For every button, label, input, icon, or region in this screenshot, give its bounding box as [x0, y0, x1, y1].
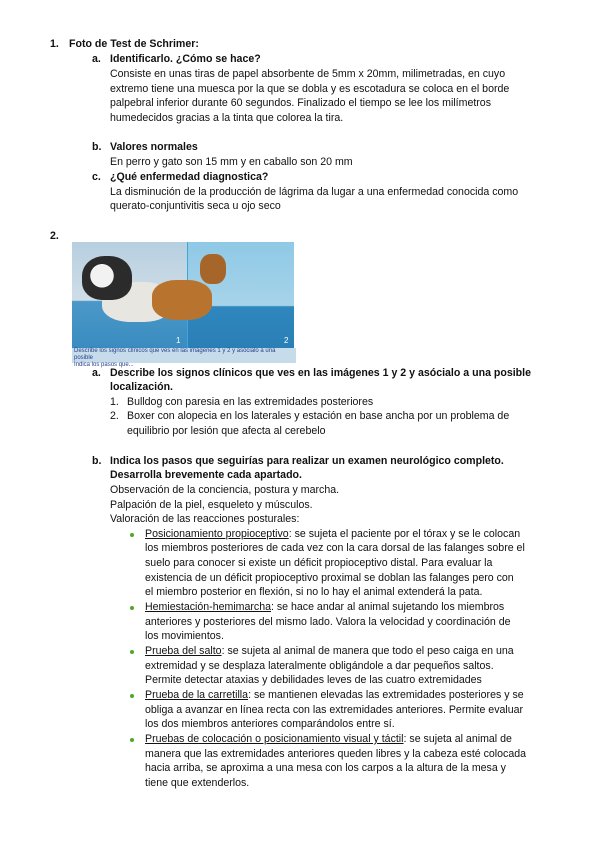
photo-caption-line: Indica los pasos que...: [74, 362, 134, 368]
bullet-first-line: [145, 644, 514, 659]
bullet-first-line: [145, 600, 504, 615]
bullet-term: Prueba del salto: [145, 645, 222, 657]
bullet-term: Hemiestación-hemimarcha: [145, 601, 271, 613]
bullet-line: anteriores y posteriores del mismo lado. Valora la velocidad y coordinación de: [145, 616, 511, 628]
q1a-question: Identificarlo. ¿Cómo se hace?: [110, 53, 261, 65]
bullet-text: : se sujeta al animal de: [403, 733, 512, 745]
bullet-marker: [130, 694, 134, 698]
bullet-line: los movimientos.: [145, 630, 224, 642]
boxer-body-shape: [152, 280, 212, 320]
panel-1-label: 1: [176, 336, 181, 345]
bullet-marker: [130, 606, 134, 610]
q2a-item-line: Boxer con alopecia en los laterales y estación en base ancha por un problema de: [127, 410, 510, 422]
photo-caption-line: Describe los signos clínicos que ves en las imágenes 1 y 2 y asócialo a una posible: [74, 348, 276, 361]
photo-caption: [72, 348, 296, 368]
q1-title: Foto de Test de Schrimer:: [69, 38, 199, 50]
bullet-line: tiene que extenderlos.: [145, 777, 250, 789]
bullet-line: los miembros posteriores de cada vez con la cara dorsal de las falanges sobre el: [145, 542, 525, 554]
q2b-question-line: Desarrolla brevemente cada apartado.: [110, 469, 302, 481]
panel-2-label: 2: [284, 336, 289, 345]
boxer-head-shape: [200, 254, 226, 284]
q1a-line: palpebral inferior durante 60 segundos. Finalizado el tiempo se lee los milímetros: [110, 97, 491, 109]
q2a-question-line: Describe los signos clínicos que ves en las imágenes 1 y 2 y asócialo a una posible: [110, 367, 531, 379]
q1a-letter: a.: [92, 53, 101, 65]
bulldog-head-shape: [82, 256, 132, 300]
bullet-term: Posicionamiento propioceptivo: [145, 528, 289, 540]
q1c-line: La disminución de la producción de lágrima da lugar a una enfermedad conocida como: [110, 186, 519, 198]
q2b-intro-line: Palpación de la piel, esqueleto y músculos.: [110, 499, 313, 511]
q1b-question: Valores normales: [110, 141, 198, 153]
q1c-letter: c.: [92, 171, 101, 183]
bullet-line: extremidad y se desplaza lateralmente obligándole a dar pequeños saltos.: [145, 660, 494, 672]
q1a-line: Consiste en unas tiras de papel absorbente de 5mm x 20mm, milimetradas, en cuyo: [110, 68, 506, 80]
bullet-text: : se sujeta el paciente por el tórax y se le colocan: [288, 528, 521, 540]
q1a-line: extremo tiene una muesca por la que se dobla y es escotadura se coloca en el borde: [110, 83, 510, 95]
q2a-item-line: equilibrio por lesión que afecta al cerebelo: [127, 425, 326, 437]
bullet-line: obliga a avanzar en línea recta con las extremidades anteriores. Permite evaluar: [145, 704, 524, 716]
bullet-marker: [130, 738, 134, 742]
bullet-line: suelo para conocer si existe un déficit propioceptivo distal. Para evaluar la: [145, 557, 493, 569]
q2a-letter: a.: [92, 367, 101, 379]
q2a-item-number: 2.: [110, 410, 119, 422]
bullet-text: : se hace andar al animal sujetando los miembros: [271, 601, 505, 613]
q2b-letter: b.: [92, 455, 102, 467]
bullet-line: existencia de un déficit propioceptivo proximal se doblan las falanges pero con: [145, 572, 514, 584]
q1a-line: humedecidos gracias a la tinta que colorea la tira.: [110, 112, 344, 124]
bullet-line: hacia arriba, se aproxima a una mesa con los carpos a la altura de la mesa y: [145, 762, 506, 774]
bullet-text: : se sujeta al animal de manera que todo el peso caiga en una: [221, 645, 514, 657]
q1b-line: En perro y gato son 15 mm y en caballo son 20 mm: [110, 156, 353, 168]
q2b-intro-line: Valoración de las reacciones posturales:: [110, 513, 300, 525]
bullet-text: : se mantienen elevadas las extremidades posteriores y se: [248, 689, 524, 701]
q1c-question: ¿Qué enfermedad diagnostica?: [110, 171, 269, 183]
bullet-term: Pruebas de colocación o posicionamiento visual y táctil: [145, 733, 404, 745]
bullet-line: el miembro posterior en flexión, si no lo hay el animal extenderá la pata.: [145, 586, 483, 598]
bullet-first-line: [145, 527, 520, 542]
bullet-marker: [130, 650, 134, 654]
q2a-question-line: localización.: [110, 381, 173, 393]
q2a-item-line: Bulldog con paresia en las extremidades posteriores: [127, 396, 374, 408]
bullet-term: Prueba de la carretilla: [145, 689, 249, 701]
dog-photo-figure: [72, 242, 294, 368]
q2-number: 2.: [50, 230, 59, 242]
q1c-line: querato-conjuntivitis seca u ojo seco: [110, 200, 281, 212]
bullet-first-line: [145, 688, 524, 703]
bullet-line: los dos miembros anteriores comparándolos entre sí.: [145, 718, 395, 730]
q1-number: 1.: [50, 38, 59, 50]
bullet-line: manera que las extremidades anteriores queden libres y la cabeza esté colocada: [145, 748, 527, 760]
q1b-letter: b.: [92, 141, 102, 153]
bullet-line: Permite detectar ataxias y debilidades leves de las cuatro extremidades: [145, 674, 482, 686]
q2b-intro-line: Observación de la conciencia, postura y marcha.: [110, 484, 340, 496]
bullet-first-line: [145, 732, 512, 747]
q2a-item-number: 1.: [110, 396, 119, 408]
q2b-question-line: Indica los pasos que seguirías para realizar un examen neurológico completo.: [110, 455, 504, 467]
bullet-marker: [130, 533, 134, 537]
